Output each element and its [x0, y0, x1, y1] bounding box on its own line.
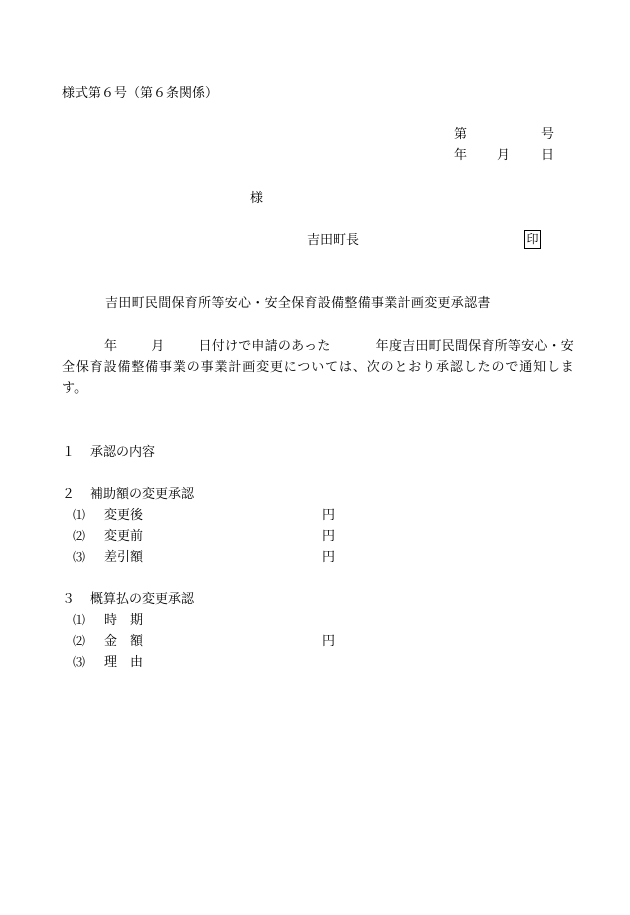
section-label: 補助額の変更承認 [90, 487, 195, 502]
item-unit: 円 [322, 550, 336, 565]
section-heading [62, 589, 382, 610]
section-number: ２ [62, 487, 76, 502]
date-year: 年 [454, 148, 468, 163]
item-number: ⑶ [73, 655, 86, 669]
section-heading [62, 484, 382, 505]
date-month: 月 [497, 148, 511, 163]
body-rest: 年度吉田町民間保育所等安心・安全保育設備整備事業の事業計画変更については、次のとおり承認したので通知します。 [62, 339, 574, 396]
item-number: ⑴ [73, 613, 86, 627]
item-label: 変更前 [104, 529, 144, 544]
item-label: 理 由 [104, 655, 144, 670]
item-label: 変更後 [104, 508, 144, 523]
date-day: 日 [541, 148, 555, 163]
doc-number-prefix: 第 [454, 127, 468, 142]
item-label: 時 期 [104, 613, 144, 628]
body-year: 年 [104, 339, 118, 354]
item-label: 金 額 [104, 634, 144, 649]
document-title: 吉田町民間保育所等安心・安全保育設備整備事業計画変更承認書 [105, 296, 491, 311]
section-label: 概算払の変更承認 [90, 592, 195, 607]
form-label: 様式第６号（第６条関係） [62, 86, 219, 101]
section-label: 承認の内容 [90, 445, 156, 460]
list-item [62, 505, 382, 526]
item-label: 差引額 [104, 550, 144, 565]
section-3 [62, 589, 382, 673]
item-number: ⑵ [73, 529, 86, 543]
doc-number-suffix: 号 [541, 127, 555, 142]
item-unit: 円 [322, 529, 336, 544]
addressee-suffix: 様 [250, 191, 264, 206]
list-item [62, 652, 382, 673]
item-unit: 円 [322, 508, 336, 523]
item-number: ⑵ [73, 634, 86, 648]
section-2 [62, 484, 382, 568]
section-1 [62, 442, 382, 463]
list-item [62, 610, 382, 631]
section-heading [62, 442, 382, 463]
body-month: 月 [151, 339, 165, 354]
list-item [62, 631, 382, 652]
item-number: ⑴ [73, 508, 86, 522]
issuer: 吉田町長 [307, 233, 360, 248]
section-number: １ [62, 445, 76, 460]
item-number: ⑶ [73, 550, 86, 564]
item-unit: 円 [322, 634, 336, 649]
list-item [62, 526, 382, 547]
section-number: ３ [62, 592, 76, 607]
seal-stamp: 印 [524, 230, 541, 249]
body-applied: 日付けで申請のあった [198, 339, 331, 354]
body-paragraph [62, 336, 574, 399]
list-item [62, 547, 382, 568]
